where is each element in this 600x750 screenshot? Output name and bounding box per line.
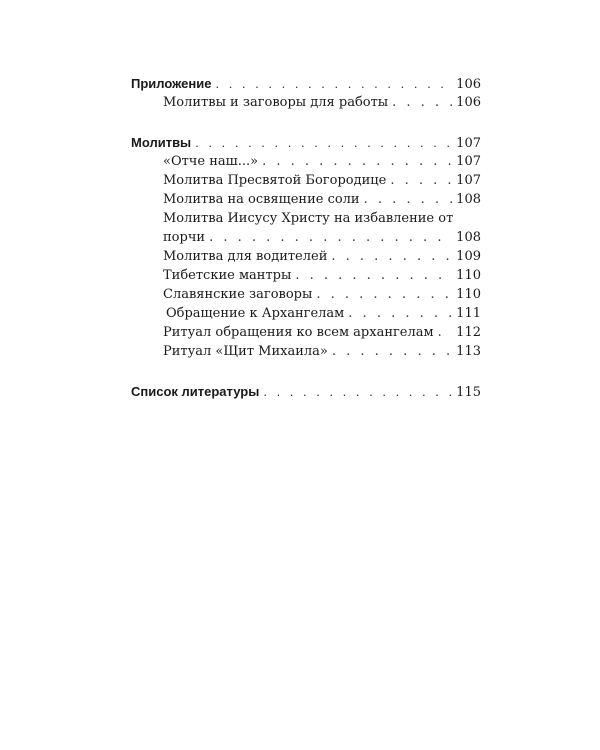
toc-page-number: 106: [456, 95, 481, 110]
toc-page-number: 107: [456, 154, 481, 169]
section-spacer: [131, 361, 481, 382]
dot-leader: [364, 190, 453, 209]
toc-entry-work-prayers[interactable]: [131, 93, 481, 112]
toc-page-number: 107: [456, 173, 481, 188]
dot-leader: [332, 342, 452, 361]
table-of-contents: [131, 74, 481, 401]
toc-entry-slavic-spells[interactable]: [131, 285, 481, 304]
toc-section-bibliography[interactable]: [131, 382, 481, 401]
toc-page-number: 115: [456, 385, 481, 400]
dot-leader: [295, 266, 452, 285]
dot-leader: [262, 152, 452, 171]
toc-entry-our-father[interactable]: [131, 152, 481, 171]
toc-page-number: 107: [456, 136, 481, 151]
toc-section-prayers[interactable]: [131, 133, 481, 152]
toc-entry-title: Ритуал «Щит Михаила»: [163, 344, 328, 359]
toc-entry-title: Молитва Пресвятой Богородице: [163, 173, 387, 188]
toc-entry-drivers[interactable]: [131, 247, 481, 266]
dot-leader: [263, 382, 452, 401]
toc-entry-title: «Отче наш...»: [163, 154, 259, 169]
toc-page-number: 108: [456, 230, 481, 245]
dot-leader: [215, 74, 452, 93]
toc-entry-theotokos[interactable]: [131, 171, 481, 190]
toc-entry-title: Молитва на освящение соли: [163, 192, 360, 207]
toc-entry-title: Молитвы и заговоры для работы: [163, 95, 389, 110]
toc-page-number: 112: [456, 325, 481, 340]
dot-leader: [316, 285, 452, 304]
toc-entry-title: Молитвы: [131, 135, 192, 150]
toc-entry-title: Молитва для водителей: [163, 249, 328, 264]
dot-leader: [438, 323, 453, 342]
dot-leader: [390, 171, 452, 190]
toc-page-number: 109: [456, 249, 481, 264]
toc-entry-title: Приложение: [131, 76, 212, 91]
toc-page-number: 108: [456, 192, 481, 207]
toc-page-number: 113: [456, 344, 481, 359]
toc-page-number: 110: [456, 287, 481, 302]
toc-entry-title: Обращение к Архангелам: [166, 306, 345, 321]
dot-leader: [392, 93, 452, 112]
toc-section-appendix[interactable]: [131, 74, 481, 93]
dot-leader: [209, 228, 452, 247]
toc-page-number: 111: [456, 306, 481, 321]
toc-entry-jesus[interactable]: [131, 228, 481, 247]
toc-page-number: 110: [456, 268, 481, 283]
toc-entry-archangels[interactable]: [131, 304, 481, 323]
toc-entry-salt[interactable]: [131, 190, 481, 209]
toc-entry-title: Тибетские мантры: [163, 268, 292, 283]
dot-leader: [331, 247, 452, 266]
section-spacer: [131, 112, 481, 133]
toc-entry-michael-shield[interactable]: [131, 342, 481, 361]
toc-entry-all-archangels-ritual[interactable]: [131, 323, 481, 342]
toc-entry-title: Славянские заговоры: [163, 287, 313, 302]
toc-entry-title: Ритуал обращения ко всем архангелам: [163, 325, 434, 340]
dot-leader: [195, 133, 452, 152]
toc-page-number: 106: [456, 77, 481, 92]
toc-entry-title: Список литературы: [131, 384, 260, 399]
toc-entry-jesus-line1[interactable]: Молитва Иисусу Христу на избавление от: [163, 211, 454, 226]
dot-leader: [348, 304, 452, 323]
toc-entry-tibetan-mantras[interactable]: [131, 266, 481, 285]
toc-entry-title: порчи: [163, 230, 206, 245]
